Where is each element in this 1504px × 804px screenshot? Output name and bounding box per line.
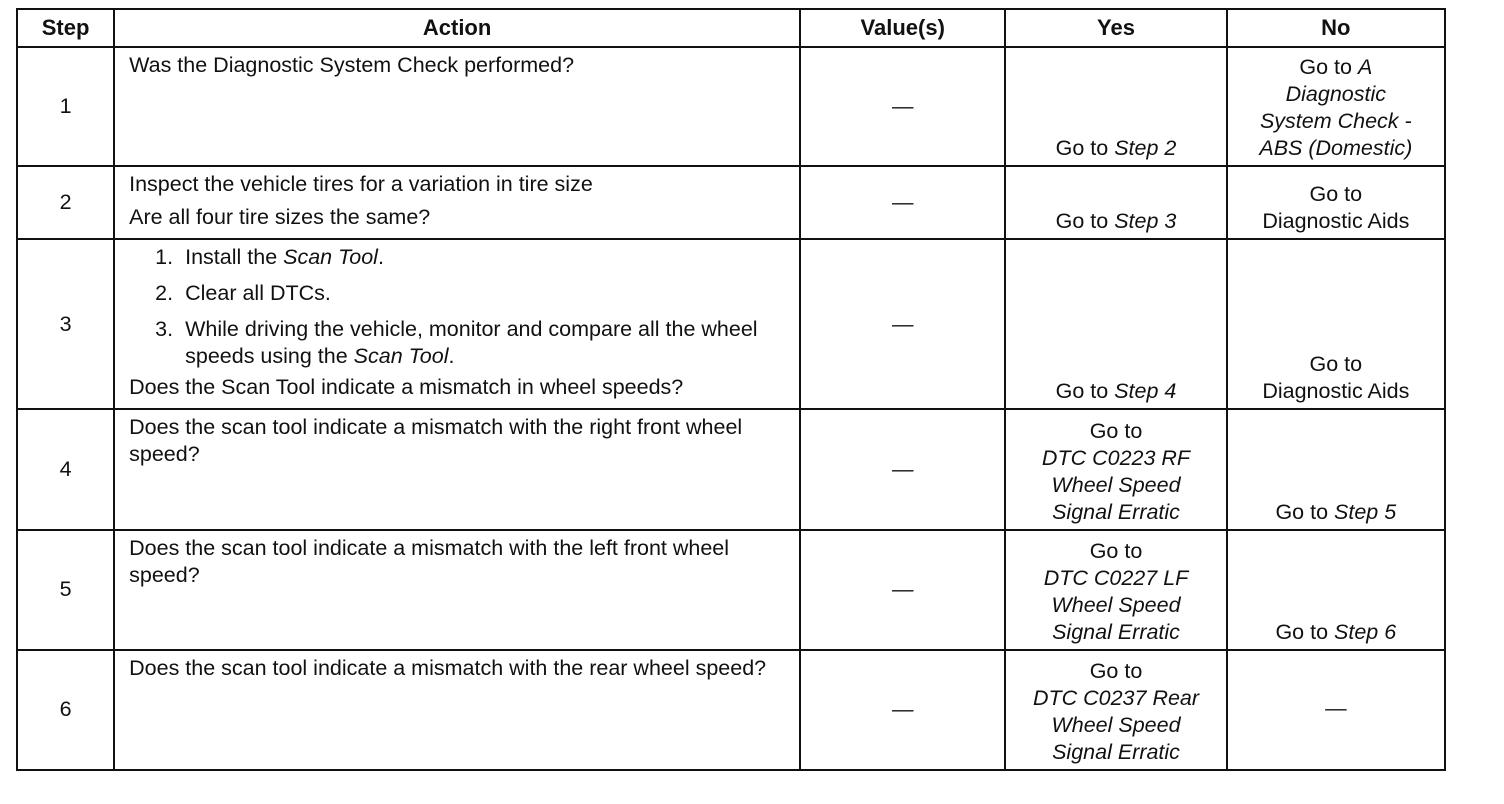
diagnostic-table: [16, 8, 1446, 771]
no-link[interactable]: Diagnostic: [1285, 82, 1387, 107]
no-cell: [1227, 166, 1445, 239]
value-cell: —: [800, 166, 1005, 239]
yes-cell: [1005, 650, 1226, 770]
list-number: 3.: [155, 317, 174, 342]
yes-prefix: Go to: [1055, 379, 1115, 404]
yes-link[interactable]: DTC C0223 RF: [1041, 445, 1191, 470]
yes-link[interactable]: Wheel Speed: [1051, 713, 1181, 737]
no-link[interactable]: Diagnostic Aids: [1262, 209, 1410, 234]
yes-prefix: Go to: [1055, 209, 1115, 234]
yes-cell: [1005, 239, 1226, 409]
step-number: 5: [17, 530, 114, 650]
list-emphasis: Scan Tool: [283, 245, 378, 270]
no-cell: —: [1227, 650, 1445, 770]
list-text: Clear all DTCs.: [185, 281, 331, 306]
value-cell: —: [800, 409, 1005, 529]
action-text: Does the scan tool indicate a mismatch with the rear wheel speed?: [114, 650, 800, 770]
step-number: 3: [17, 239, 114, 409]
yes-cell: [1005, 47, 1226, 166]
header-no: No: [1227, 9, 1445, 47]
table-row: [17, 166, 1445, 239]
table-row: [17, 239, 1445, 409]
action-text: Does the scan tool indicate a mismatch with the right front wheel speed?: [114, 409, 800, 529]
no-link[interactable]: Diagnostic Aids: [1262, 379, 1410, 404]
yes-line: Go to: [1089, 418, 1143, 443]
header-values: Value(s): [800, 9, 1005, 47]
no-cell: [1227, 409, 1445, 529]
yes-link[interactable]: Wheel Speed: [1051, 472, 1181, 497]
no-link[interactable]: System Check -: [1259, 109, 1412, 134]
yes-cell: [1005, 166, 1226, 239]
list-number: 1.: [155, 245, 174, 270]
header-row: [17, 9, 1445, 47]
list-item: [155, 280, 789, 307]
no-link[interactable]: A: [1357, 55, 1373, 80]
yes-line: Go to: [1089, 659, 1143, 683]
no-link[interactable]: Step 6: [1334, 619, 1397, 644]
yes-link[interactable]: Step 2: [1114, 136, 1177, 161]
no-cell: [1227, 239, 1445, 409]
no-cell: [1227, 530, 1445, 650]
step-number: 6: [17, 650, 114, 770]
yes-link[interactable]: DTC C0227 LF: [1043, 565, 1189, 590]
header-step: Step: [17, 9, 114, 47]
yes-link[interactable]: Signal Erratic: [1052, 740, 1180, 764]
yes-line: Go to: [1089, 538, 1143, 563]
action-text: Was the Diagnostic System Check performed?: [114, 47, 800, 166]
step-number: 2: [17, 166, 114, 239]
header-action: Action: [114, 9, 800, 47]
step-number: 1: [17, 47, 114, 166]
yes-link[interactable]: Signal Erratic: [1052, 499, 1180, 524]
yes-cell: [1005, 409, 1226, 529]
no-line: Go to: [1309, 352, 1363, 377]
list-text: Install the: [185, 245, 284, 270]
list-item: [155, 316, 789, 370]
table-row: [17, 47, 1445, 166]
yes-link[interactable]: Step 4: [1114, 379, 1177, 404]
no-prefix: Go to: [1275, 619, 1335, 644]
list-emphasis: Scan Tool: [353, 344, 449, 369]
yes-cell: [1005, 530, 1226, 650]
action-line: Are all four tire sizes the same?: [129, 205, 431, 230]
table-row: [17, 530, 1445, 650]
list-text: .: [377, 245, 384, 270]
yes-link[interactable]: Step 3: [1114, 209, 1177, 234]
no-cell: [1227, 47, 1445, 166]
action-list: [129, 244, 789, 370]
yes-link[interactable]: DTC C0237 Rear: [1032, 686, 1200, 710]
action-text: [114, 239, 800, 409]
value-cell: —: [800, 239, 1005, 409]
value-cell: —: [800, 530, 1005, 650]
action-line: Inspect the vehicle tires for a variation in tire size: [129, 172, 593, 197]
list-text: .: [448, 344, 455, 369]
list-text: While driving the vehicle, monitor and compare all the wheel speeds using the: [185, 317, 758, 369]
table-row: [17, 409, 1445, 529]
yes-link[interactable]: Wheel Speed: [1051, 592, 1181, 617]
value-cell: —: [800, 650, 1005, 770]
action-question: Does the Scan Tool indicate a mismatch in wheel speeds?: [129, 375, 684, 400]
yes-prefix: Go to: [1055, 136, 1115, 161]
list-number: 2.: [155, 281, 174, 306]
no-line: Go to: [1309, 182, 1363, 207]
action-text: [114, 166, 800, 239]
no-link[interactable]: ABS (Domestic): [1259, 136, 1413, 161]
value-cell: —: [800, 47, 1005, 166]
yes-link[interactable]: Signal Erratic: [1052, 619, 1180, 644]
no-link[interactable]: Step 5: [1334, 499, 1397, 524]
header-yes: Yes: [1005, 9, 1226, 47]
table-row: [17, 650, 1445, 770]
step-number: 4: [17, 409, 114, 529]
no-prefix: Go to: [1275, 499, 1335, 524]
no-prefix: Go to: [1299, 55, 1358, 80]
action-text: Does the scan tool indicate a mismatch with the left front wheel speed?: [114, 530, 800, 650]
list-item: [155, 244, 789, 271]
